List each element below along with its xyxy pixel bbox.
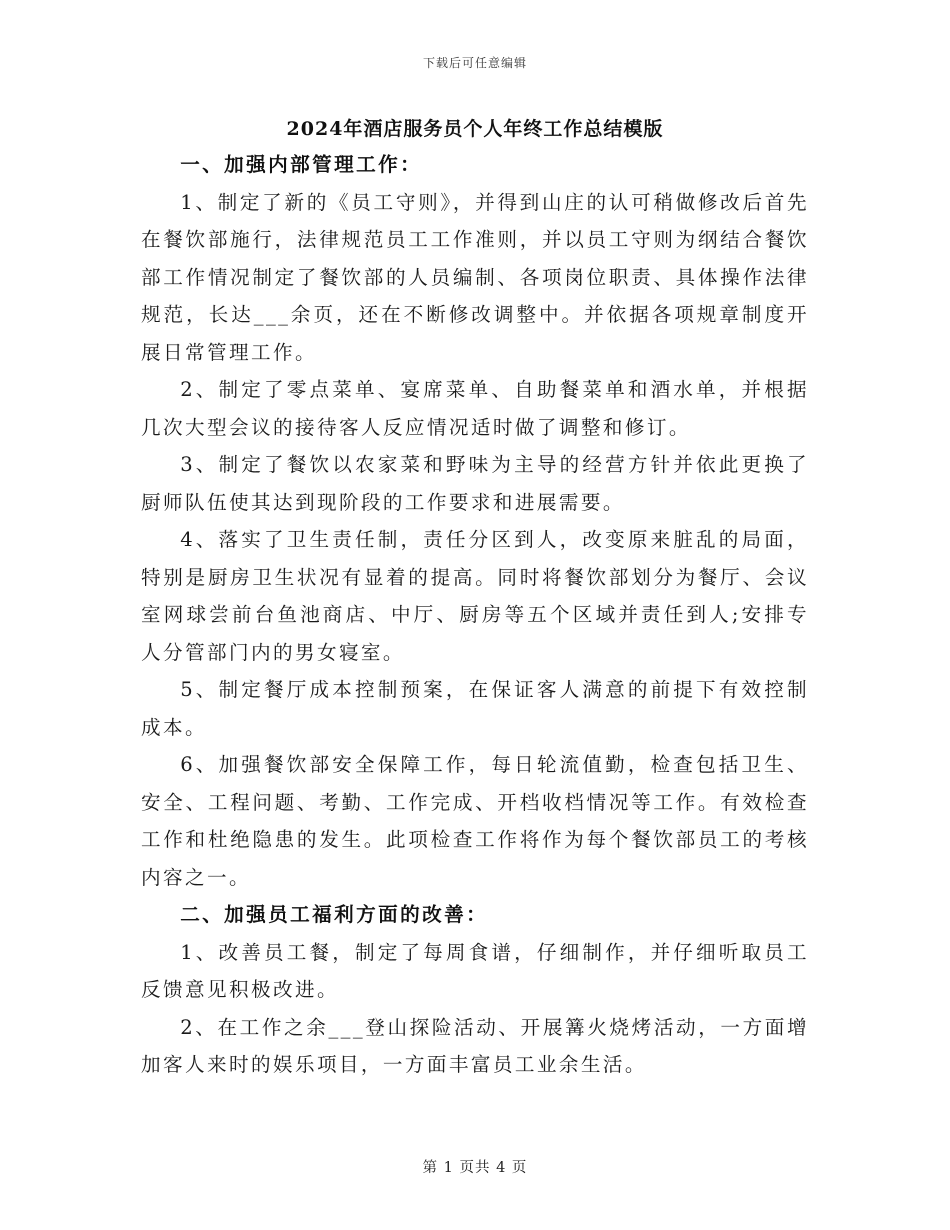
section-heading-2: 二、加强员工福利方面的改善： [180,903,489,926]
header-note: 下载后可任意编辑 [422,56,527,70]
paragraph: 6、加强餐饮部安全保障工作，每日轮流值勤，检查包括卫生、安全、工程问题、考勤、工作完成、开档收档情况等工作。有效检查工作和杜绝隐患的发生。此项检查工作将作为每个餐饮部员工的考核内容之一。 [141,753,809,889]
document-title: 2024年酒店服务员个人年终工作总结模版 [286,118,664,140]
paragraph: 4、落实了卫生责任制，责任分区到人，改变原来脏乱的局面，特别是厨房卫生状况有显着的提高。同时将餐饮部划分为餐厅、会议室网球尝前台鱼池商店、中厅、厨房等五个区域并责任到人;安排专人分管部门内的男女寝室。 [141,528,809,664]
paragraph: 5、制定餐厅成本控制预案，在保证客人满意的前提下有效控制成本。 [141,678,809,739]
document-body [141,146,809,1084]
paragraph: 1、制定了新的《员工守则》，并得到山庄的认可稍做修改后首先在餐饮部施行，法律规范员工工作准则，并以员工守则为纲结合餐饮部工作情况制定了餐饮部的人员编制、各项岗位职责、具体操作法律规范，长达___余页，还在不断修改调整中。并依据各项规章制度开展日常管理工作。 [141,190,809,364]
paragraph: 2、在工作之余___登山探险活动、开展篝火烧烤活动，一方面增加客人来时的娱乐项目，一方面丰富员工业余生活。 [141,1015,809,1076]
paragraph: 3、制定了餐饮以农家菜和野味为主导的经营方针并依此更换了厨师队伍使其达到现阶段的工作要求和进展需要。 [141,453,809,514]
section-heading-1: 一、加强内部管理工作： [180,153,423,176]
paragraph: 2、制定了零点菜单、宴席菜单、自助餐菜单和酒水单，并根据几次大型会议的接待客人反应情况适时做了调整和修订。 [141,378,809,439]
page-number: 第 1 页共 4 页 [422,1160,528,1176]
paragraph: 1、改善员工餐，制定了每周食谱，仔细制作，并仔细听取员工反馈意见积极改进。 [141,940,809,1001]
